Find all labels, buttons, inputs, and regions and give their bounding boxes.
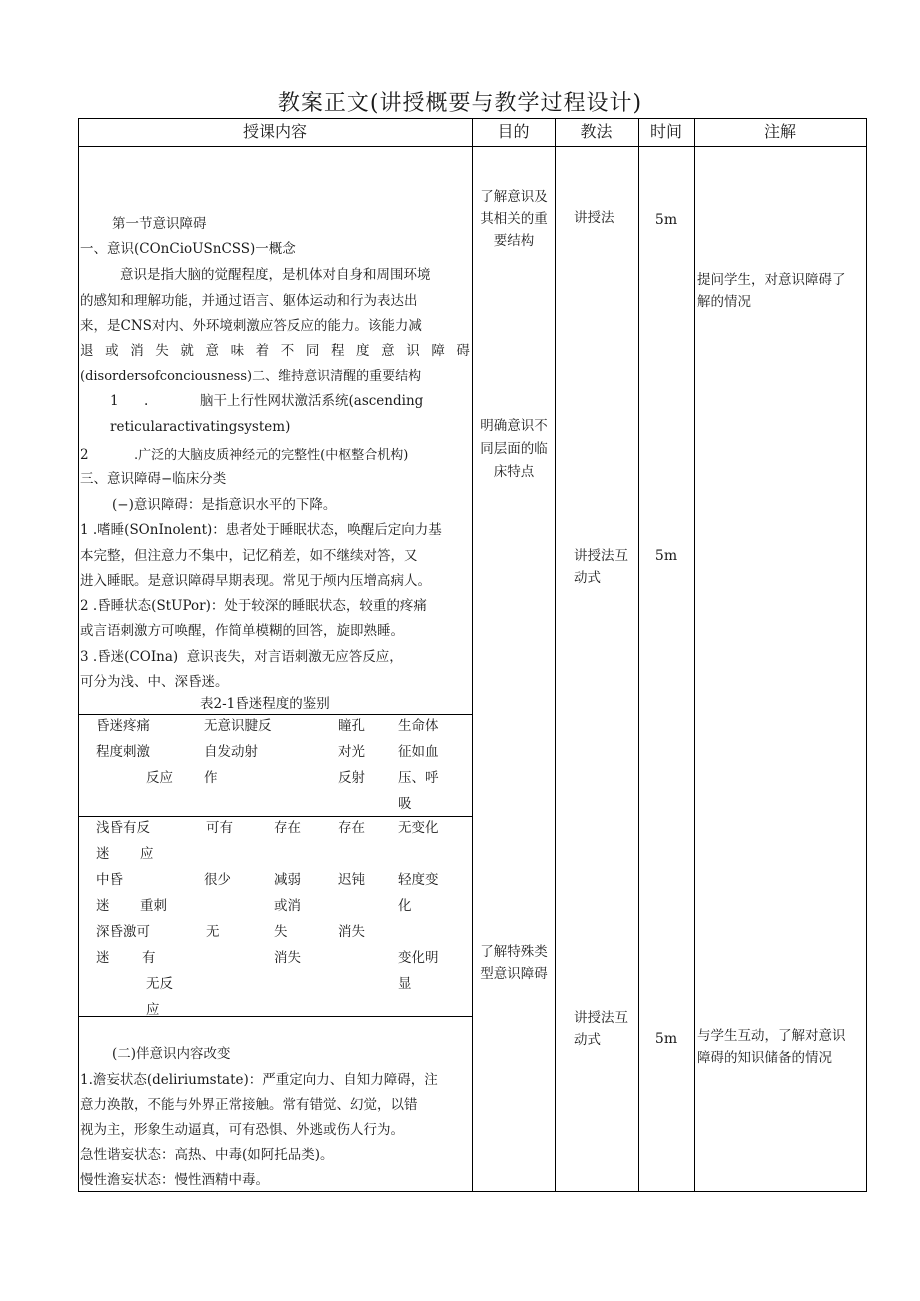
- char: 碍: [456, 343, 470, 359]
- content-line: 可分为浅、中、深昏迷。: [80, 674, 229, 690]
- purpose-text: 其相关的重: [480, 211, 548, 227]
- method-text: 动式: [574, 1032, 601, 1048]
- coma-table-cell: 失: [274, 924, 288, 940]
- item-number: 2: [80, 447, 89, 463]
- coma-table-cell: 自发动射: [204, 744, 258, 760]
- char: 退: [80, 343, 94, 359]
- content-line-justified: [80, 339, 470, 364]
- time-value: 5m: [654, 212, 678, 228]
- coma-table-cell: 无变化: [398, 820, 439, 836]
- coma-table-cell: 显: [398, 976, 412, 992]
- content-line: 意力涣散，不能与外界正常接触。常有错觉、幻觉，以错: [80, 1097, 418, 1113]
- method-text: 讲授法互: [574, 548, 628, 564]
- purpose-text: 床特点: [493, 464, 535, 480]
- coma-table-cell: 可有: [206, 820, 233, 836]
- char: 不: [280, 343, 295, 359]
- content-line: 一、意识(COnCioUSnCSS)一概念: [80, 241, 296, 257]
- content-line: (−)意识障碍：是指意识水平的下降。: [112, 497, 337, 513]
- time-value: 5m: [654, 1031, 678, 1047]
- content-line: 1.澹妄状态(deliriumstate)：严重定向力、自知力障碍，注: [80, 1072, 438, 1088]
- content-line: reticularactivatingsystem): [110, 419, 291, 435]
- table-right-border: [866, 118, 867, 1192]
- coma-table-cell: 应: [146, 1002, 160, 1018]
- coma-table-bottom: [78, 1016, 472, 1017]
- purpose-text: 同层面的临: [480, 441, 548, 457]
- coma-table-cell: 应: [140, 846, 154, 862]
- coma-table-cell: 瞳孔: [338, 718, 365, 734]
- content-line: 来，是CNS对内、外环境刺激应答反应的能力。该能力减: [80, 318, 422, 334]
- header-content: 授课内容: [242, 122, 307, 141]
- coma-table-cell: 昏迷疼痛: [96, 718, 150, 734]
- content-line: (二)伴意识内容改变: [112, 1046, 231, 1062]
- content-line: 慢性澹妄状态：慢性酒精中毒。: [80, 1172, 269, 1188]
- purpose-text: 型意识障碍: [480, 966, 548, 982]
- table-caption: 表2-1昏迷程度的鉴别: [200, 696, 330, 712]
- content-line: .广泛的大脑皮质神经元的完整性(中枢整合机构): [134, 448, 409, 463]
- content-line: 或言语刺激方可唤醒，作简单模糊的回答，旋即熟睡。: [80, 623, 404, 639]
- purpose-text: 要结构: [493, 233, 535, 249]
- note-text: 与学生互动，了解对意识: [697, 1028, 846, 1044]
- coma-table-cell: 有: [142, 950, 156, 966]
- purpose-text: 了解特殊类: [480, 944, 548, 960]
- coma-table-cell: 存在: [274, 820, 301, 836]
- header-method: 教法: [580, 122, 613, 141]
- coma-table-cell: 消失: [274, 950, 301, 966]
- char: 味: [230, 343, 245, 359]
- char: 意: [205, 343, 219, 359]
- char: 障: [431, 343, 445, 359]
- content-line: 意识是指大脑的觉醒程度，是机体对自身和周围环境: [120, 267, 431, 283]
- coma-table-cell: 无: [206, 924, 220, 940]
- coma-table-cell: 很少: [204, 872, 231, 888]
- coma-table-cell: 浅昏有反: [96, 820, 150, 836]
- coma-table-cell: 重刺: [140, 898, 167, 914]
- content-line: 视为主，形象生动逼真，可有恐惧、外逃或伤人行为。: [80, 1122, 404, 1138]
- header-purpose: 目的: [497, 122, 530, 141]
- coma-table-cell: 或消: [274, 898, 301, 914]
- coma-table-cell: 作: [204, 770, 218, 786]
- coma-table-cell: 反应: [146, 770, 173, 786]
- content-line: 脑干上行性网状激活系统(ascending: [200, 393, 424, 409]
- coma-table-cell: 中昏: [96, 872, 123, 888]
- method-text: 讲授法: [574, 210, 615, 226]
- coma-table-cell: 吸: [398, 796, 412, 812]
- coma-table-cell: 程度刺激: [96, 744, 150, 760]
- coma-table-cell: 对光: [338, 744, 365, 760]
- char: 程: [330, 343, 345, 359]
- section-title: 第一节意识障碍: [112, 216, 207, 232]
- char: 意: [381, 343, 395, 359]
- coma-table-cell: 消失: [338, 924, 365, 940]
- header-notes: 注解: [763, 122, 796, 141]
- char: 或: [105, 343, 119, 359]
- coma-table-cell: 存在: [338, 820, 365, 836]
- col-divider-method: [555, 118, 556, 1192]
- method-text: 动式: [574, 570, 601, 586]
- char: 就: [180, 343, 194, 359]
- page-title: 教案正文(讲授概要与教学过程设计): [277, 91, 643, 116]
- coma-table-cell: 征如血: [398, 744, 439, 760]
- coma-table-cell: 迷: [96, 898, 110, 914]
- item-number: 1: [110, 393, 119, 409]
- content-line: 急性谐妄状态：高热、中毒(如阿托品类)。: [80, 1147, 334, 1163]
- content-line: 三、意识障碍−临床分类: [80, 471, 227, 487]
- coma-table-cell: 无反: [146, 976, 173, 992]
- coma-table-cell: 轻度变: [398, 872, 439, 888]
- note-text: 障碍的知识储备的情况: [697, 1050, 832, 1066]
- content-line: (disordersofconciousness)二、维持意识清醒的重要结构: [80, 369, 422, 384]
- coma-table-cell: 反射: [338, 770, 365, 786]
- char: 识: [406, 343, 420, 359]
- coma-table-cell: 减弱: [274, 872, 301, 888]
- content-line: 2 .昏睡状态(StUPor)：处于较深的睡眠状态，较重的疼痛: [80, 598, 427, 614]
- item-dot: .: [144, 393, 149, 409]
- note-text: 提问学生，对意识障碍了: [697, 272, 846, 288]
- content-line: 本完整，但注意力不集中，记忆稍差，如不继续对答，又: [80, 548, 418, 564]
- coma-table-cell: 生命体: [398, 718, 439, 734]
- content-line: 进入睡眠。是意识障碍早期表现。常见于颅内压增高病人。: [80, 573, 431, 589]
- col-divider-purpose: [472, 118, 473, 1192]
- content-line: 1 .嗜睡(SOnInolent)：患者处于睡眠状态，唤醒后定向力基: [80, 522, 442, 538]
- coma-table-cell: 迷: [96, 846, 110, 862]
- purpose-text: 明确意识不: [480, 418, 548, 434]
- char: 着: [255, 343, 270, 359]
- method-text: 讲授法互: [574, 1010, 628, 1026]
- content-line: 3 .昏迷(COIna) 意识丧失，对言语刺激无应答反应，: [80, 649, 403, 665]
- col-divider-notes: [694, 118, 695, 1192]
- coma-table-cell: 压、呼: [398, 770, 439, 786]
- coma-table-cell: 无意识腱反: [204, 718, 272, 734]
- time-value: 5m: [654, 548, 678, 564]
- note-text: 解的情况: [697, 294, 751, 310]
- header-time: 时间: [649, 122, 682, 141]
- char: 同: [305, 343, 320, 359]
- table-left-border: [78, 118, 79, 1192]
- coma-table-cell: 迟钝: [338, 872, 365, 888]
- char: 度: [356, 343, 370, 359]
- coma-table-cell: 变化明: [398, 950, 439, 966]
- coma-table-cell: 深昏激可: [96, 924, 150, 940]
- coma-table-cell: 迷: [96, 950, 110, 966]
- purpose-text: 了解意识及: [480, 189, 548, 205]
- coma-table-cell: 化: [398, 898, 412, 914]
- char: 消: [130, 343, 144, 359]
- char: 失: [155, 343, 169, 359]
- content-line: 的感知和理解功能，并通过语言、躯体运动和行为表达出: [80, 293, 418, 309]
